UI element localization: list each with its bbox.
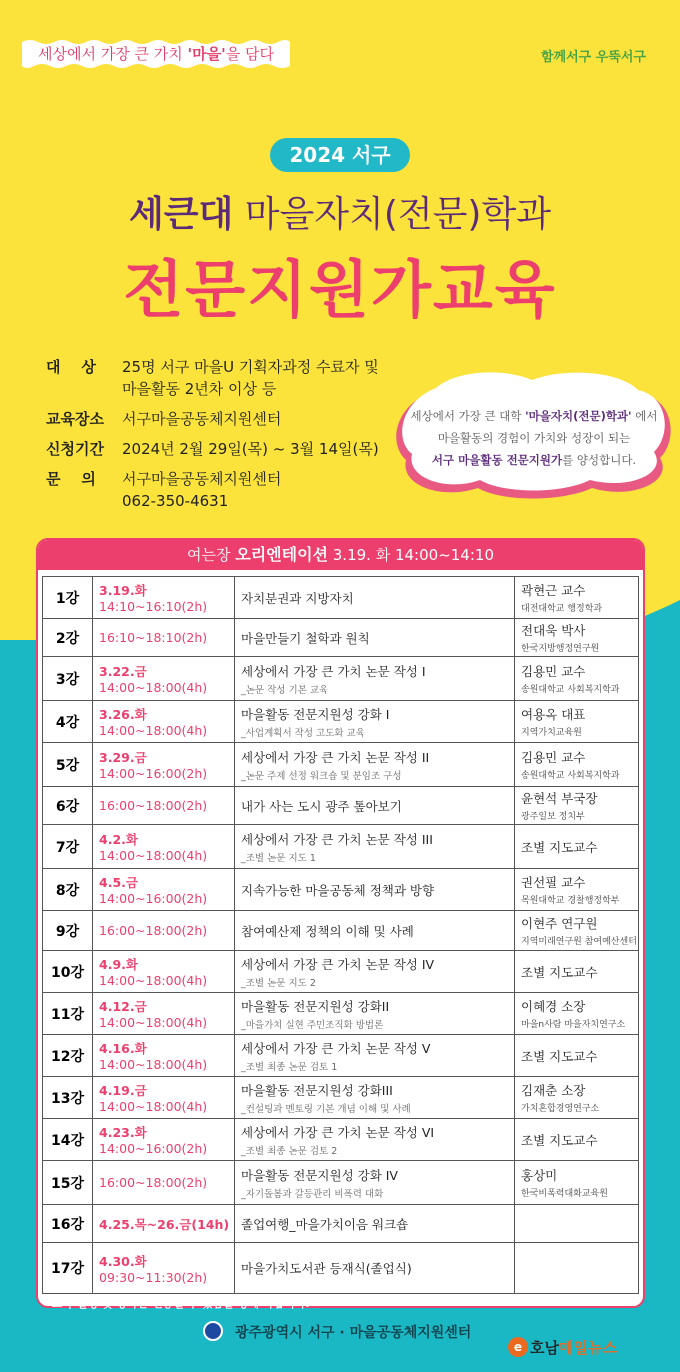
info-row-location xyxy=(46,408,406,430)
lecture-subject-cell xyxy=(235,787,515,824)
table-row xyxy=(43,657,638,701)
lecture-subject: 세상에서 가장 큰 가치 논문 작성 VI xyxy=(241,1124,435,1140)
lecture-date-cell xyxy=(93,701,235,742)
lecturer-cell xyxy=(515,1077,638,1118)
lecture-date: 3.22.금 xyxy=(99,664,147,679)
lecture-date-cell xyxy=(93,657,235,700)
lecture-subject-cell xyxy=(235,911,515,950)
lecture-date-cell xyxy=(93,1077,235,1118)
news-logo-icon: e xyxy=(508,1337,528,1357)
lecture-date-cell xyxy=(93,577,235,618)
lecture-subject-cell xyxy=(235,1035,515,1076)
lecture-date: 4.19.금 xyxy=(99,1083,147,1098)
lecture-time: 14:10~16:10(2h) xyxy=(99,599,208,614)
table-row xyxy=(43,1077,638,1119)
info-key: 문 의 xyxy=(46,470,96,488)
lecture-time: 14:00~18:00(4h) xyxy=(99,723,208,738)
lecture-number: 12강 xyxy=(43,1035,93,1076)
lecturer-name: 김용민 교수 xyxy=(521,750,586,765)
table-row xyxy=(43,619,638,657)
table-row xyxy=(43,869,638,911)
lecture-time: 16:00~18:00(2h) xyxy=(99,798,208,813)
lecture-subject-cell xyxy=(235,1077,515,1118)
lecture-subject-cell xyxy=(235,577,515,618)
page-subtitle: 세큰대 마을자치(전문)학과 xyxy=(128,194,552,235)
lecture-subject: 내가 사는 도시 광주 톺아보기 xyxy=(241,798,402,814)
seogu-emblem-icon xyxy=(203,1321,223,1341)
table-row xyxy=(43,1119,638,1161)
table-row xyxy=(43,993,638,1035)
lecture-number: 11강 xyxy=(43,993,93,1034)
lecture-number: 3강 xyxy=(43,657,93,700)
lecturer-name: 이혜경 소장 xyxy=(521,999,586,1014)
info-block xyxy=(46,356,406,520)
lecture-subject-cell xyxy=(235,1119,515,1160)
lecture-subject: 참여예산제 정책의 이해 및 사례 xyxy=(241,923,414,939)
lecturer-name: 전대욱 박사 xyxy=(521,623,586,638)
lecture-date: 3.26.화 xyxy=(99,707,147,722)
lecture-date-cell xyxy=(93,1205,235,1242)
info-key: 교육장소 xyxy=(46,410,104,428)
info-value: 서구마을공동체지원센터 062-350-4631 xyxy=(122,470,282,510)
lecture-time: 14:00~18:00(4h) xyxy=(99,848,208,863)
table-row xyxy=(43,1205,638,1243)
schedule-panel xyxy=(36,538,645,1308)
lecture-detail: _조별 논문 지도 1 xyxy=(241,852,316,864)
lecture-time: 14:00~16:00(2h) xyxy=(99,766,208,781)
year-badge: 2024 서구 xyxy=(270,138,410,172)
lecture-subject: 세상에서 가장 큰 가치 논문 작성 III xyxy=(241,831,433,847)
lecturer-name: 조별 지도교수 xyxy=(521,1048,598,1064)
info-value: 서구마을공동체지원센터 xyxy=(122,410,282,428)
lecture-subject-cell xyxy=(235,869,515,910)
lecturer-name: 조별 지도교수 xyxy=(521,839,598,855)
cloud-text: 세상에서 가장 큰 대학 '마을자치(전문)학과' 에서 마을활동의 경험이 가치와 성장이 되는 서구 마을활동 전문지원가를 양성합니다. xyxy=(410,409,658,467)
lecturer-org: 목원대학교 경찰행정학부 xyxy=(521,896,620,906)
lecture-date: 4.2.화 xyxy=(99,832,138,847)
lecture-number: 2강 xyxy=(43,619,93,656)
lecture-date: 4.5.금 xyxy=(99,875,138,890)
lecturer-cell xyxy=(515,1243,638,1293)
lecture-number: 8강 xyxy=(43,869,93,910)
lecturer-cell xyxy=(515,1161,638,1204)
lecturer-cell xyxy=(515,619,638,656)
lecture-number: 6강 xyxy=(43,787,93,824)
lecture-date-cell xyxy=(93,825,235,868)
lecture-number: 5강 xyxy=(43,743,93,786)
lecture-subject: 지속가능한 마을공동체 정책과 방향 xyxy=(241,882,435,898)
lecture-detail: _조별 논문 지도 2 xyxy=(241,977,316,989)
table-row xyxy=(43,1035,638,1077)
lecture-subject: 세상에서 가장 큰 가치 논문 작성 I xyxy=(241,663,426,679)
lecture-time: 09:30~11:30(2h) xyxy=(99,1269,208,1285)
lecture-date-cell xyxy=(93,1035,235,1076)
lecture-time: 14:00~18:00(4h) xyxy=(99,973,208,988)
table-row xyxy=(43,701,638,743)
lecture-time: 16:00~18:00(2h) xyxy=(99,1175,208,1190)
lecturer-name: 김용민 교수 xyxy=(521,664,586,679)
lecture-detail: _마을가치 실현 주민조직화 방법론 xyxy=(241,1019,384,1031)
lecturer-cell xyxy=(515,1035,638,1076)
lecture-time: 14:00~16:00(2h) xyxy=(99,1141,208,1156)
lecture-subject: 마을활동 전문지원성 강화 I xyxy=(241,706,390,722)
lecture-detail: _자기돌봄과 갈등관리 비폭력 대화 xyxy=(241,1188,384,1200)
lecture-date-cell xyxy=(93,1161,235,1204)
lecturer-org: 송원대학교 사회복지학과 xyxy=(521,771,620,781)
lecturer-cell xyxy=(515,787,638,824)
speech-cloud xyxy=(392,370,677,500)
orientation-header: 여는장 오리엔테이션 3.19. 화 14:00~14:10 xyxy=(38,540,643,570)
lecturer-org: 송원대학교 사회복지학과 xyxy=(521,685,620,695)
news-badge: 호남매일뉴스 xyxy=(530,1339,617,1357)
lecture-number: 7강 xyxy=(43,825,93,868)
lecture-subject-cell xyxy=(235,657,515,700)
lecture-date: 4.9.화 xyxy=(99,957,138,972)
lecture-date: 4.25.목~26.금(14h) xyxy=(99,1216,230,1232)
lecture-subject-cell xyxy=(235,701,515,742)
lecturer-cell xyxy=(515,1205,638,1242)
lecture-detail: _논문 작성 기본 교육 xyxy=(241,684,329,696)
lecturer-org: 지역미래연구원 참여예산센터 xyxy=(521,937,637,947)
info-value: 2024년 2월 29일(목) ~ 3월 14일(목) xyxy=(122,440,379,458)
lecture-detail: _사업계획서 작성 고도화 교육 xyxy=(241,727,365,739)
table-row xyxy=(43,911,638,951)
lecture-time: 14:00~18:00(4h) xyxy=(99,680,208,695)
lecture-detail: _조별 최종 논문 검토 1 xyxy=(241,1061,338,1073)
lecture-subject-cell xyxy=(235,951,515,992)
lecture-date: 4.16.화 xyxy=(99,1041,147,1056)
table-row xyxy=(43,1243,638,1293)
table-row xyxy=(43,825,638,869)
table-row xyxy=(43,787,638,825)
lecture-subject: 마을활동 전문지원성 강화II xyxy=(241,998,390,1014)
lecturer-org: 가치혼합경영연구소 xyxy=(521,1104,600,1114)
schedule-note: * 교육 일정 및 강사는 변동될 수 있음을 양해 바랍니다. xyxy=(42,1297,310,1310)
lecture-date-cell xyxy=(93,1119,235,1160)
lecture-date: 4.30.화 xyxy=(99,1253,147,1269)
info-key: 신청기간 xyxy=(46,440,104,458)
info-row-target xyxy=(46,356,406,400)
lecture-subject-cell xyxy=(235,619,515,656)
lecture-number: 16강 xyxy=(43,1205,93,1242)
lecturer-cell xyxy=(515,869,638,910)
lecturer-org: 마을n사람 마을자치연구소 xyxy=(521,1020,626,1030)
lecture-date: 4.23.화 xyxy=(99,1125,147,1140)
lecture-number: 10강 xyxy=(43,951,93,992)
info-row-period xyxy=(46,438,406,460)
footer-organizer: 광주광역시 서구 · 마을공동체지원센터 xyxy=(235,1325,472,1341)
lecture-number: 13강 xyxy=(43,1077,93,1118)
lecturer-name: 조별 지도교수 xyxy=(521,964,598,980)
page-title: 전문지원가교육 xyxy=(123,253,557,326)
lecture-date-cell xyxy=(93,743,235,786)
lecture-date-cell xyxy=(93,787,235,824)
lecture-time: 14:00~18:00(4h) xyxy=(99,1057,208,1072)
lecture-date-cell xyxy=(93,619,235,656)
lecture-time: 14:00~16:00(2h) xyxy=(99,891,208,906)
lecturer-org: 대전대학교 행정학과 xyxy=(521,604,603,614)
lecture-subject: 세상에서 가장 큰 가치 논문 작성 V xyxy=(241,1040,431,1056)
lecture-date: 3.29.금 xyxy=(99,750,147,765)
lecturer-cell xyxy=(515,993,638,1034)
lecturer-name: 조별 지도교수 xyxy=(521,1132,598,1148)
lecturer-org: 지역가치교육원 xyxy=(521,728,582,738)
lecture-date-cell xyxy=(93,993,235,1034)
lecturer-cell xyxy=(515,825,638,868)
lecture-date-cell xyxy=(93,951,235,992)
lecturer-org: 한국비폭력대화교육원 xyxy=(521,1189,608,1199)
lecturer-name: 이현주 연구원 xyxy=(521,916,598,931)
info-key: 대 상 xyxy=(46,358,96,376)
lecturer-name: 곽현근 교수 xyxy=(521,583,586,598)
lecture-subject-cell xyxy=(235,825,515,868)
lecture-subject: 마을활동 전문지원성 강화III xyxy=(241,1082,393,1098)
lecturer-cell xyxy=(515,951,638,992)
lecture-number: 1강 xyxy=(43,577,93,618)
lecture-date-cell xyxy=(93,869,235,910)
info-row-contact xyxy=(46,468,406,512)
lecture-number: 15강 xyxy=(43,1161,93,1204)
lecture-subject: 마을가치도서관 등재식(졸업식) xyxy=(241,1261,412,1276)
lecture-date: 4.12.금 xyxy=(99,999,147,1014)
tagline-text: 세상에서 가장 큰 가치 '마을'을 담다 xyxy=(38,45,274,63)
lecture-subject: 세상에서 가장 큰 가치 논문 작성 II xyxy=(241,749,430,765)
lecture-date-cell xyxy=(93,1243,235,1293)
lecture-subject: 자치분권과 지방자치 xyxy=(241,590,354,606)
lecture-subject: 세상에서 가장 큰 가치 논문 작성 IV xyxy=(241,956,435,972)
lecturer-name: 여용옥 대표 xyxy=(521,707,586,722)
lecture-detail: _논문 주제 선정 워크숍 및 분임조 구성 xyxy=(241,770,402,782)
seogu-logo: 함께서구 우뚝서구 xyxy=(541,50,646,65)
lecturer-org: 한국지방행정연구원 xyxy=(521,644,600,654)
table-row xyxy=(43,1161,638,1205)
lecture-subject: 마을만들기 철학과 원칙 xyxy=(241,630,370,646)
lecturer-cell xyxy=(515,701,638,742)
lecture-subject-cell xyxy=(235,743,515,786)
lecture-number: 14강 xyxy=(43,1119,93,1160)
lecturer-cell xyxy=(515,911,638,950)
lecturer-cell xyxy=(515,743,638,786)
lecture-date-cell xyxy=(93,911,235,950)
lecture-subject-cell xyxy=(235,1205,515,1242)
lecture-time: 16:00~18:00(2h) xyxy=(99,923,208,938)
lecture-date: 3.19.화 xyxy=(99,583,147,598)
lecturer-org: 광주일보 정치부 xyxy=(521,812,585,822)
schedule-table xyxy=(42,576,639,1294)
lecture-subject: 마을활동 전문지원성 강화 IV xyxy=(241,1167,398,1183)
lecturer-cell xyxy=(515,657,638,700)
table-row xyxy=(43,743,638,787)
lecture-detail: _컨설팅과 멘토링 기본 개념 이해 및 사례 xyxy=(241,1103,411,1115)
lecturer-name: 김재춘 소장 xyxy=(521,1083,586,1098)
table-row xyxy=(43,951,638,993)
table-row xyxy=(43,577,638,619)
lecture-subject-cell xyxy=(235,1161,515,1204)
lecturer-name: 윤현석 부국장 xyxy=(521,791,598,806)
lecture-time: 16:10~18:10(2h) xyxy=(99,630,208,645)
lecture-number: 17강 xyxy=(43,1243,93,1293)
lecture-subject-cell xyxy=(235,1243,515,1293)
info-value: 25명 서구 마을U 기획자과정 수료자 및 마을활동 2년차 이상 등 xyxy=(122,358,379,398)
lecture-time: 14:00~18:00(4h) xyxy=(99,1099,208,1114)
tagline-banner xyxy=(22,38,290,70)
lecture-number: 4강 xyxy=(43,701,93,742)
lecture-subject: 졸업여행_마을가치이음 워크숍 xyxy=(241,1216,409,1232)
lecture-subject-cell xyxy=(235,993,515,1034)
lecture-number: 9강 xyxy=(43,911,93,950)
lecturer-cell xyxy=(515,1119,638,1160)
lecture-time: 14:00~18:00(4h) xyxy=(99,1015,208,1030)
lecturer-cell xyxy=(515,577,638,618)
lecturer-name: 권선필 교수 xyxy=(521,875,586,890)
lecture-detail: _조별 최종 논문 검토 2 xyxy=(241,1145,338,1157)
lecturer-name: 홍상미 xyxy=(521,1168,558,1183)
